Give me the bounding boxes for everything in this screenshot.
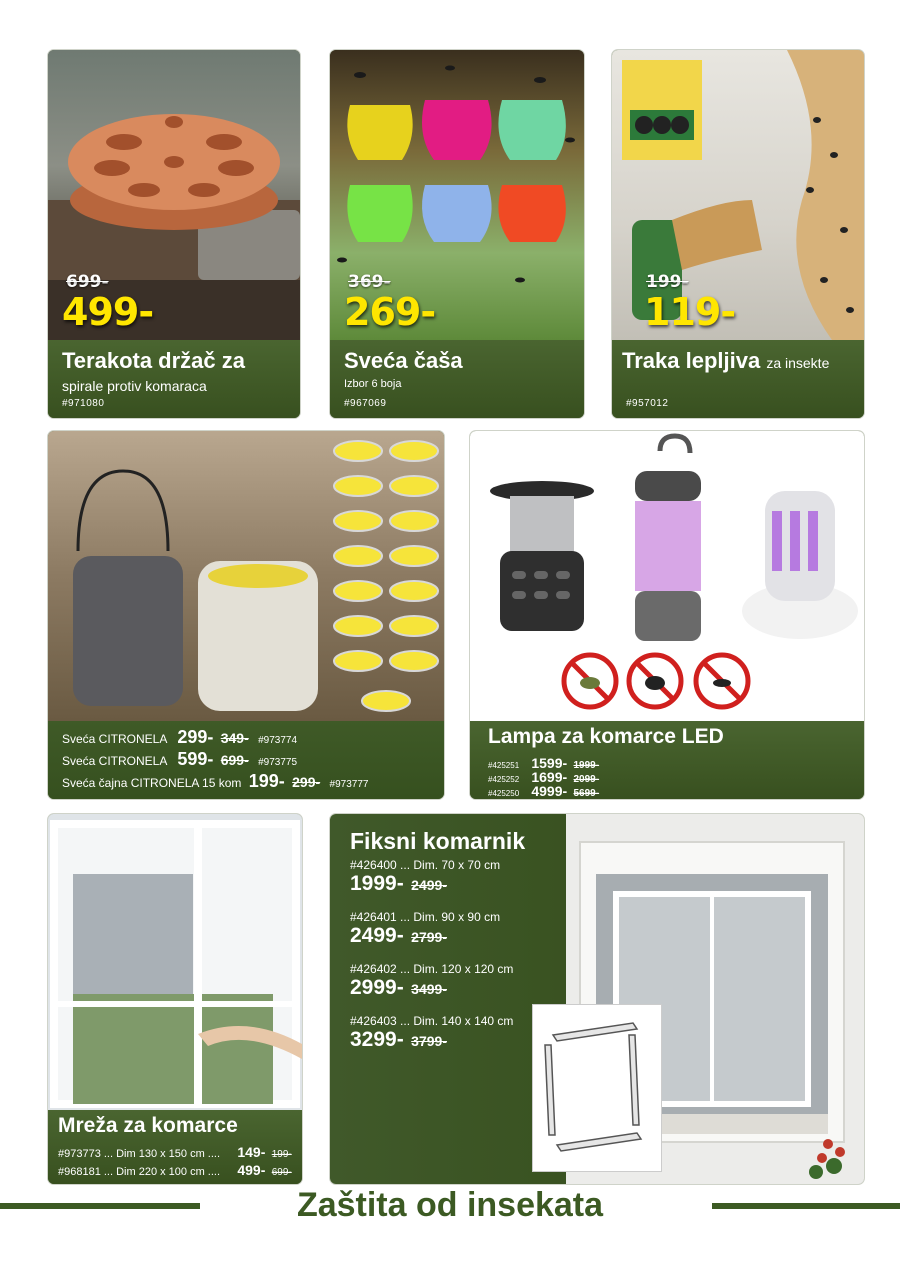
price-row (62, 727, 297, 748)
row-code: #425251 (488, 761, 520, 770)
row-price: 1599- (531, 755, 568, 771)
product-image-citronela (48, 431, 444, 721)
row-code: #425252 (488, 775, 520, 784)
price-row (350, 858, 500, 896)
new-price: 499- (62, 290, 154, 334)
product-info-panel (48, 721, 444, 799)
row-old-price: 2799- (411, 929, 447, 945)
product-title: Lampa za komarce LED (488, 725, 724, 748)
row-old-price: 3799- (411, 1033, 447, 1049)
row-price: 4999- (531, 783, 568, 799)
row-label: Sveća čajna CITRONELA 15 kom (62, 776, 242, 790)
row-price: 2499- (350, 924, 404, 947)
new-price: 119- (644, 290, 736, 334)
product-title: Fiksni komarnik (350, 828, 526, 854)
product-title: Terakota držač za (62, 348, 246, 373)
old-price: 369- (348, 272, 391, 292)
row-prices (350, 976, 513, 1000)
product-code: #957012 (626, 398, 669, 409)
row-code: #973775 (258, 757, 298, 768)
row-prices (350, 924, 500, 948)
row-old-price: 1999- (573, 760, 600, 771)
row-prices (350, 872, 500, 896)
product-subtitle: Izbor 6 boja (344, 378, 402, 390)
row-spec: #426401 ... Dim. 90 x 90 cm (350, 910, 501, 924)
product-code: #967069 (344, 398, 387, 409)
old-price: 199- (646, 272, 689, 292)
product-code: #971080 (62, 398, 105, 409)
row-old-price: 2099- (573, 774, 600, 785)
row-price: 299- (177, 727, 214, 747)
row-price: 3299- (350, 1028, 404, 1051)
row-label: Sveća CITRONELA (62, 754, 168, 768)
footer-line-left (0, 1203, 200, 1209)
product-info-panel (470, 721, 864, 799)
assembly-diagram-illustration (533, 1005, 661, 1171)
row-price: 1999- (350, 872, 404, 895)
row-prices (350, 1028, 513, 1052)
row-code: #425250 (488, 789, 520, 798)
product-title (622, 348, 829, 374)
product-title-suffix: za insekte (766, 355, 830, 371)
row-old-price: 5699- (573, 788, 600, 799)
row-old-price: 199- (271, 1149, 292, 1160)
price-row (350, 962, 513, 1000)
product-card-citronela[interactable] (48, 431, 444, 799)
row-old-price: 299- (292, 774, 321, 790)
page-title: Zaštita od insekata (296, 1186, 604, 1224)
row-price: 1699- (531, 769, 568, 785)
row-spec: #426400 ... Dim. 70 x 70 cm (350, 858, 501, 872)
product-card-fiksni-komarnik[interactable] (330, 814, 864, 1184)
product-card-mreza[interactable] (48, 814, 302, 1184)
price-row (350, 1014, 513, 1052)
new-price: 269- (344, 290, 436, 334)
row-code: #973777 (329, 779, 369, 790)
product-image-lampa (470, 431, 864, 721)
row-old-price: 699- (271, 1167, 292, 1178)
product-subtitle: spirale protiv komaraca (62, 378, 207, 394)
citronela-candles-illustration (48, 431, 444, 721)
product-info-panel (330, 340, 584, 418)
product-info-panel (48, 1110, 302, 1184)
product-info-panel (48, 340, 300, 418)
product-card-sveca-casa[interactable] (330, 50, 584, 418)
product-title: Sveća čaša (344, 348, 463, 373)
product-card-terakota[interactable] (48, 50, 300, 418)
row-code: #973774 (258, 735, 298, 746)
product-info-panel (612, 340, 864, 418)
product-title-main: Traka lepljiva (622, 348, 761, 373)
frame-parts-diagram (532, 1004, 662, 1172)
old-price: 699- (66, 272, 109, 292)
window-net-illustration (48, 814, 302, 1110)
row-spec: #973773 ... Dim 130 x 150 cm .... (58, 1148, 221, 1160)
row-old-price: 3499- (411, 981, 447, 997)
row-price: 599- (177, 749, 214, 769)
row-price: 499- (237, 1162, 266, 1178)
price-row (488, 783, 599, 799)
footer-line-right (712, 1203, 900, 1209)
product-card-traka[interactable] (612, 50, 864, 418)
row-old-price: 2499- (411, 877, 447, 893)
row-spec: #426402 ... Dim. 120 x 120 cm (350, 962, 514, 976)
row-price: 2999- (350, 976, 404, 999)
product-card-lampa[interactable] (470, 431, 864, 799)
price-row (58, 1162, 292, 1178)
row-old-price: 699- (220, 752, 249, 768)
row-old-price: 349- (220, 730, 249, 746)
price-row (62, 771, 368, 792)
price-row (350, 910, 500, 948)
product-image-mreza (48, 814, 302, 1110)
row-price: 149- (237, 1144, 266, 1160)
price-row (58, 1144, 292, 1160)
row-price: 199- (248, 771, 285, 791)
row-label: Sveća CITRONELA (62, 732, 168, 746)
mosquito-lamps-illustration (470, 431, 864, 721)
row-spec: #426403 ... Dim. 140 x 140 cm (350, 1014, 514, 1028)
price-row (62, 749, 297, 770)
product-title: Mreža za komarce (58, 1114, 238, 1137)
row-spec: #968181 ... Dim 220 x 100 cm .... (58, 1166, 221, 1178)
